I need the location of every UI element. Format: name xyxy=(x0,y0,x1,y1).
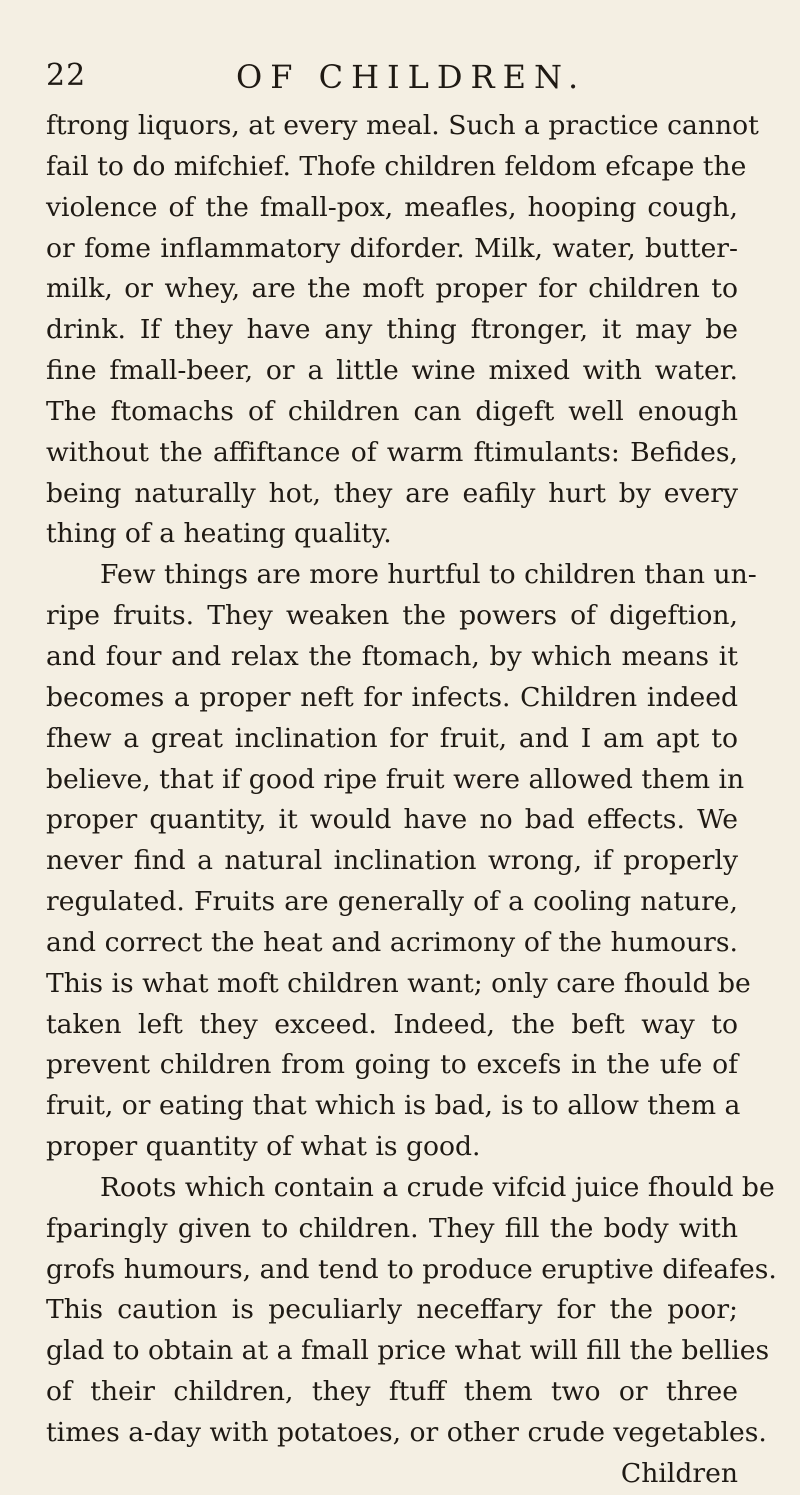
text-line: proper quantity of what is good. xyxy=(46,1131,481,1163)
text-line: ripe fruits. They weaken the powers of digeftion, xyxy=(46,600,738,632)
text-line: fparingly given to children. They fill the body with xyxy=(46,1212,738,1244)
text-line: proper quantity, it would have no bad effects. We xyxy=(46,804,738,836)
text-line: violence of the fmall-pox, meafles, hooping cough, xyxy=(46,191,738,223)
text-line: fail to do mifchief. Thofe children feldom efcape the xyxy=(46,150,747,182)
text-line: milk, or whey, are the moft proper for children to xyxy=(46,273,738,305)
text-line: thing of a heating quality. xyxy=(46,518,392,550)
page-number: 22 xyxy=(46,58,87,93)
text-line: The ftomachs of children can digeft well enough xyxy=(46,395,738,427)
text-line: This is what moft children want; only care fhould be xyxy=(46,967,751,999)
text-line: Roots which contain a crude vifcid juice fhould be xyxy=(100,1171,775,1203)
text-line: of their children, they ftuff them two or three xyxy=(46,1376,738,1408)
text-line: grofs humours, and tend to produce eruptive difeafes. xyxy=(46,1253,777,1285)
text-line: regulated. Fruits are generally of a cooling nature, xyxy=(46,886,738,918)
text-line: and four and relax the ftomach, by which means it xyxy=(46,640,738,672)
text-line: never find a natural inclination wrong, if properly xyxy=(46,845,738,877)
page-header xyxy=(46,58,746,106)
text-line: becomes a proper neft for infects. Children indeed xyxy=(46,681,738,713)
text-line: times a-day with potatoes, or other crude vegetables. xyxy=(46,1417,767,1448)
body-text xyxy=(46,106,777,1495)
text-line: drink. If they have any thing ftronger, it may be xyxy=(46,314,738,346)
text-line: believe, that if good ripe fruit were allowed them in xyxy=(46,763,745,795)
text-line: Few things are more hurtful to children than un- xyxy=(100,559,757,591)
text-line: and correct the heat and acrimony of the humours. xyxy=(46,926,738,958)
text-line: without the affiftance of warm ftimulants: Befides, xyxy=(46,436,738,468)
text-line: fhew a great inclination for fruit, and I am apt to xyxy=(46,722,738,754)
running-title: OF CHILDREN. xyxy=(236,58,587,96)
catchword: Children xyxy=(620,1457,738,1489)
text-line: being naturally hot, they are eafily hurt by every xyxy=(46,477,738,509)
text-line: fruit, or eating that which is bad, is to allow them a xyxy=(46,1090,741,1122)
text-line: This caution is peculiarly neceffary for the poor; xyxy=(46,1294,738,1326)
text-line: taken left they exceed. Indeed, the beft way to xyxy=(46,1008,738,1040)
text-line: fine fmall-beer, or a little wine mixed with water. xyxy=(46,355,738,387)
text-line: ftrong liquors, at every meal. Such a practice cannot xyxy=(46,110,759,141)
text-line: prevent children from going to excefs in the ufe of xyxy=(46,1049,738,1081)
text-line: or fome inflammatory diforder. Milk, water, butter- xyxy=(46,232,738,264)
text-line: glad to obtain at a fmall price what will fill the bellies xyxy=(46,1335,770,1367)
